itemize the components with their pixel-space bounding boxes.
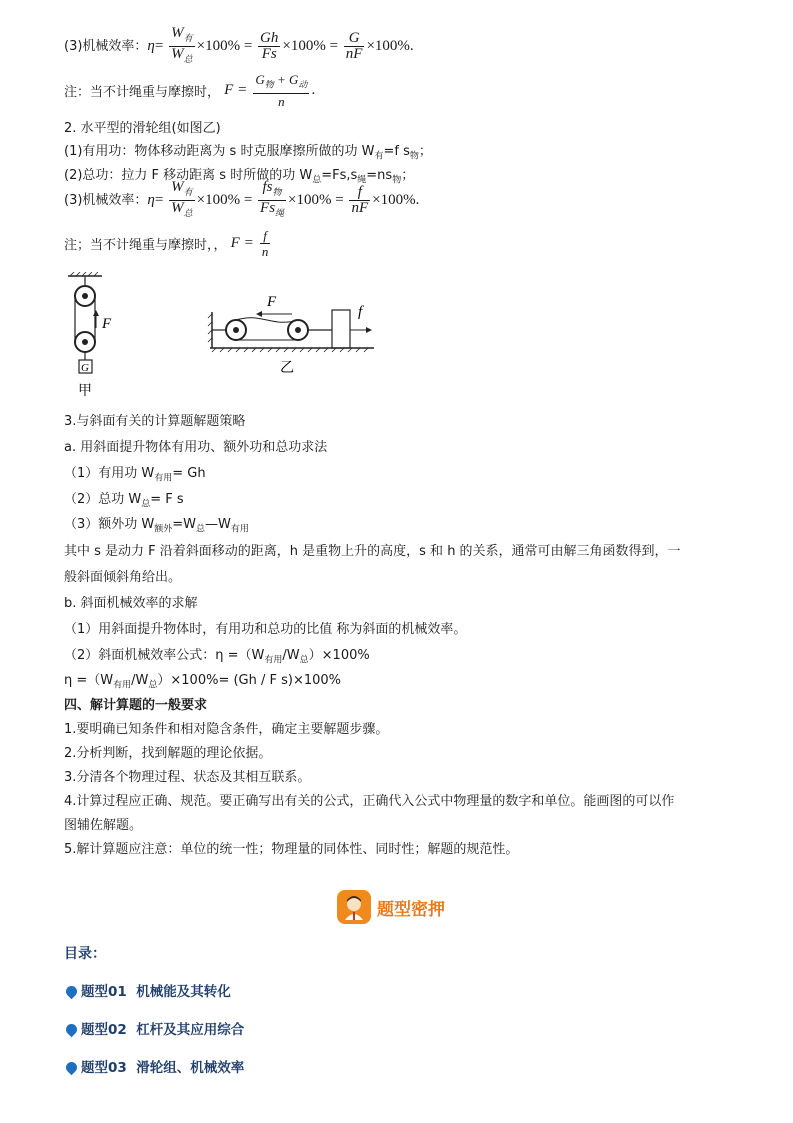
section-3-title: 3.与斜面有关的计算题解题策略 — [64, 414, 246, 429]
note-horizontal: 注；当不计绳重与摩擦时，， F = $\frac{f}{n}$ — [64, 228, 269, 259]
section-3-b: b. 斜面机械效率的求解 — [64, 596, 198, 611]
location-pin-icon — [64, 1022, 80, 1038]
requirement-item: 3.分清各个物理过程、状态及其相互联系。 — [64, 770, 311, 785]
efficiency-formula-horizontal: (3)机械效率：η= $\frac{W_有}{W_总}$ ×100% = $\frac{fs_物}{Fs_绳}$ ×100% = $\frac{f}{nF}$ ×100%. — [64, 179, 420, 218]
pulley-figure — [62, 272, 382, 400]
force-F-label-jia: F — [102, 316, 112, 332]
total-work-incline: （2）总功 $W_总= F$ s — [64, 492, 184, 510]
location-pin-icon — [64, 984, 80, 1000]
question-type-banner — [337, 890, 445, 924]
requirement-item-continued: 图辅佐解题。 — [64, 818, 143, 833]
section-4-title: 四、解计算题的一般要求 — [64, 698, 208, 713]
figure-yi-label: 乙 — [280, 360, 294, 376]
toc-item[interactable]: 题型03 滑轮组、机械效率 — [66, 1056, 244, 1076]
useful-work-incline: （1）有用功 $W_{有用}= Gh$ — [64, 466, 206, 484]
vertical-pulley-diagram — [68, 272, 102, 373]
incline-explanation-line2: 般斜面倾斜角给出。 — [64, 570, 182, 585]
horizontal-pulley-diagram — [208, 310, 374, 352]
extra-work-incline: （3）额外功 $W_{额外}=W_总—W_{有用}$ — [64, 517, 249, 535]
incline-efficiency-def: （1）用斜面提升物体时，有用功和总功的比值 称为斜面的机械效率。 — [64, 622, 467, 637]
section-3-a: a. 用斜面提升物体有用功、额外功和总功求法 — [64, 440, 328, 455]
section-2-title: 2. 水平型的滑轮组(如图乙) — [64, 121, 221, 136]
location-pin-icon — [64, 1060, 80, 1076]
banner-text: 题型密押 — [377, 899, 445, 920]
figure-jia-label: 甲 — [78, 383, 92, 399]
requirement-item: 5.解计算题应注意：单位的统一性；物理量的同体性、同时性；解题的规范性。 — [64, 842, 519, 857]
requirement-item: 2.分析判断，找到解题的理论依据。 — [64, 746, 272, 761]
toc-item[interactable]: 题型01 机械能及其转化 — [66, 980, 231, 1000]
useful-work-line: (1)有用功：物体移动距离为 s 时克服摩擦所做的功 $W_有=f$ $s_物$； — [64, 144, 432, 162]
force-F-label-yi: F — [267, 294, 277, 310]
total-work-line: (2)总功：拉力 F 移动距离 s 时所做的功 $W_总=Fs,s_绳=ns_物$； — [64, 168, 415, 186]
efficiency-formula-vertical: (3)机械效率：η= $\frac{W_有}{W_总}$ ×100% = $\frac{Gh}{Fs}$ ×100% = $\frac{G}{nF}$ ×100%. — [64, 25, 414, 64]
requirement-item: 1.要明确已知条件和相对隐含条件，确定主要解题步骤。 — [64, 722, 389, 737]
incline-explanation-line1: 其中 s 是动力 F 沿着斜面移动的距离，h 是重物上升的高度，s 和 h 的关系，通常可由解三角函数得到，一 — [64, 544, 681, 559]
weight-G-label: G — [81, 362, 89, 374]
requirement-item: 4.计算过程应正确、规范。要正确写出有关的公式，正确代入公式中物理量的数字和单位。能画图的可以作 — [64, 794, 675, 809]
friction-f-label: f — [358, 304, 363, 320]
incline-efficiency-expanded: $\eta =(W_{有用}/W_总)\times 100\%= (Gh / F$ s)×100% — [64, 673, 342, 691]
note-vertical: 注：当不计绳重与摩擦时， F = $\frac{G_物 + G_动}{n}$ . — [64, 72, 316, 109]
toc-item[interactable]: 题型02 杠杆及其应用综合 — [66, 1018, 244, 1038]
incline-efficiency-formula: （2）斜面机械效率公式：$\eta =(W_{有用}/W_总)\times 100\%$ — [64, 648, 370, 666]
teacher-icon — [337, 890, 371, 924]
toc-title: 目录： — [64, 946, 106, 962]
